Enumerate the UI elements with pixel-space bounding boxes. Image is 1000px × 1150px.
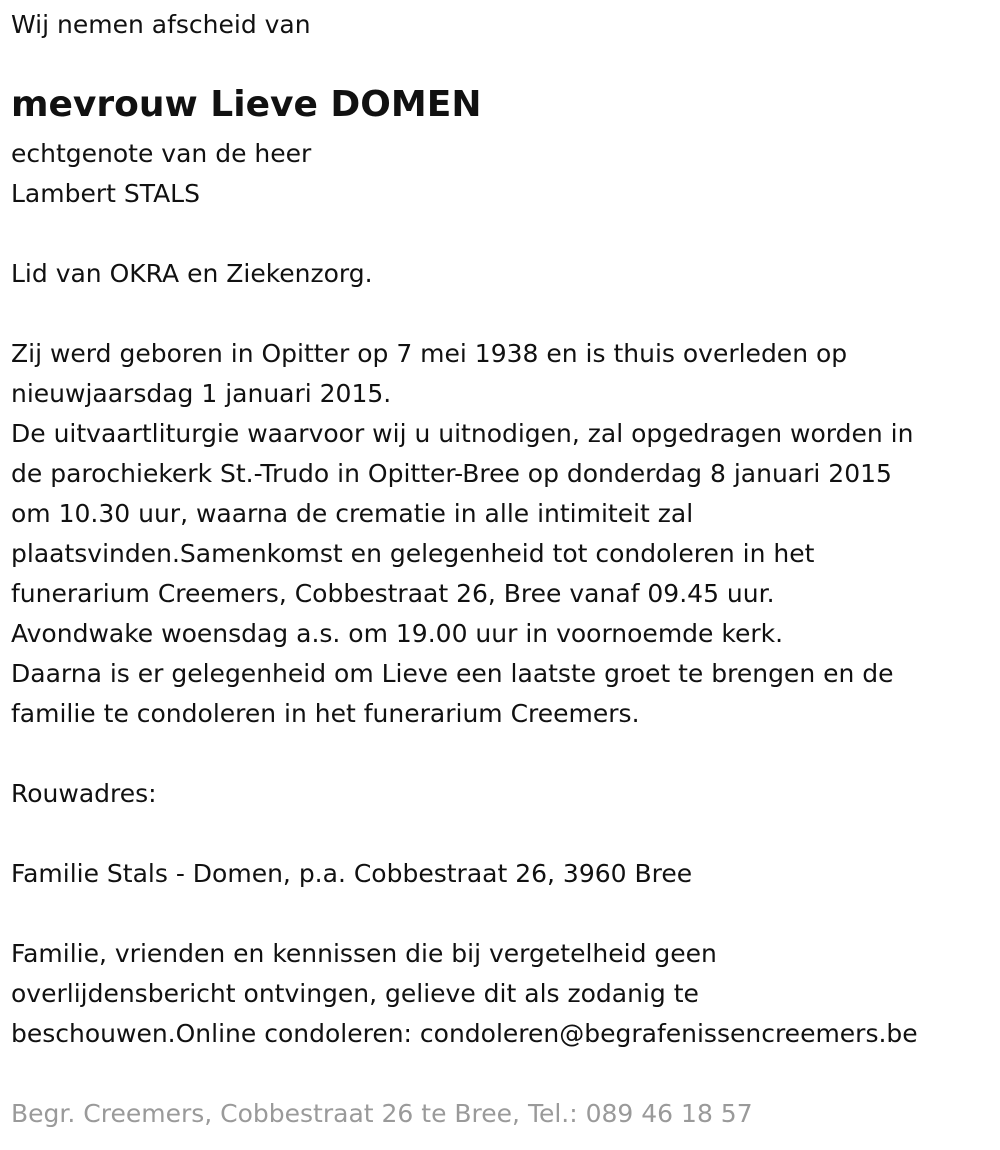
body-line: Daarna is er gelegenheid om Lieve een laatste groet te brengen en de	[11, 659, 894, 688]
closing-line: overlijdensbericht ontvingen, gelieve dit als zodanig te	[11, 979, 699, 1008]
body-line: plaatsvinden.Samenkomst en gelegenheid tot condoleren in het	[11, 539, 815, 568]
membership-text: Lid van OKRA en Ziekenzorg.	[11, 259, 373, 288]
closing-line: beschouwen.Online condoleren: condoleren@begrafenissencreemers.be	[11, 1019, 918, 1048]
body-line: de parochiekerk St.-Trudo in Opitter-Bree op donderdag 8 januari 2015	[11, 459, 892, 488]
spouse-name: Lambert STALS	[11, 179, 200, 208]
deceased-name: mevrouw Lieve DOMEN	[11, 84, 482, 125]
body-line: De uitvaartliturgie waarvoor wij u uitnodigen, zal opgedragen worden in	[11, 419, 914, 448]
address-label: Rouwadres:	[11, 779, 157, 808]
body-line: Zij werd geboren in Opitter op 7 mei 1938 en is thuis overleden op	[11, 339, 848, 368]
body-line: familie te condoleren in het funerarium Creemers.	[11, 699, 640, 728]
funeral-home-footer: Begr. Creemers, Cobbestraat 26 te Bree, Tel.: 089 46 18 57	[11, 1099, 753, 1128]
body-line: nieuwjaarsdag 1 januari 2015.	[11, 379, 392, 408]
mourning-address: Familie Stals - Domen, p.a. Cobbestraat 26, 3960 Bree	[11, 859, 693, 888]
closing-line: Familie, vrienden en kennissen die bij vergetelheid geen	[11, 939, 717, 968]
body-line: funerarium Creemers, Cobbestraat 26, Bree vanaf 09.45 uur.	[11, 579, 775, 608]
body-line: Avondwake woensdag a.s. om 19.00 uur in voornoemde kerk.	[11, 619, 784, 648]
body-line: om 10.30 uur, waarna de crematie in alle intimiteit zal	[11, 499, 694, 528]
intro-text: Wij nemen afscheid van	[11, 10, 311, 39]
spouse-line: echtgenote van de heer	[11, 139, 312, 168]
